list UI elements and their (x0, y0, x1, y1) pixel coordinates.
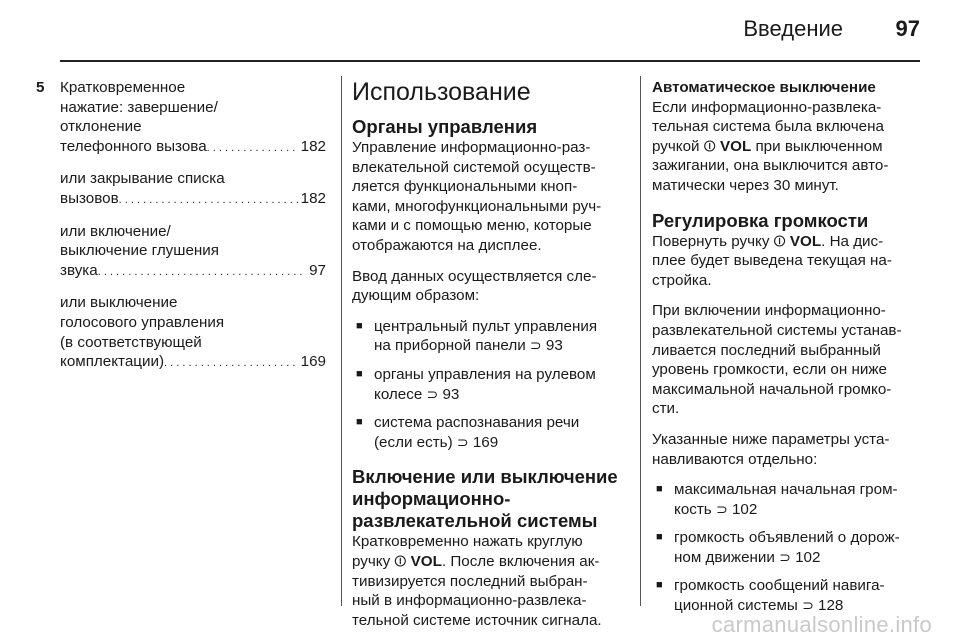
usage-column (352, 78, 624, 641)
toc-entry-label: или выключение голосового управления (в соответствующей (60, 294, 225, 351)
list-item: ■ органы управления на рулевом колесе ⊃ 93 (352, 365, 624, 404)
toc-page-ref[interactable]: 182 (300, 189, 326, 207)
toc-entry-label-end: комплектации) (60, 353, 165, 371)
ref-arrow-icon: ⊃ (456, 433, 469, 450)
toc-entry (60, 293, 326, 373)
vol-label: VOL (410, 552, 442, 570)
controls-text: Управление информационно-раз- влекательной системой осуществ- ляется функциональными кноп- ками, многофункциональными руч- ками и с помощью меню, которые отображаются на дисплее. (352, 139, 602, 254)
ref-arrow-icon: ⊃ (529, 337, 542, 354)
list-item: ■ максимальная начальная гром- кость ⊃ 102 (652, 480, 924, 519)
list-item: ■ громкость объявлений о дорож- ном движении ⊃ 102 (652, 528, 924, 567)
page-ref[interactable]: 102 (731, 500, 758, 518)
ref-arrow-icon: ⊃ (779, 548, 791, 565)
toc-column (36, 78, 326, 385)
page-ref[interactable]: 102 (795, 548, 821, 566)
power-knob-icon: ⏼ (773, 232, 786, 250)
auto-off-text: Если информационно-развлека- тельная система была включена ручкой ⏼ VOL при выключенном зажигании, она выключится авто- матически через 30 минут. (652, 98, 889, 194)
power-title: Включение или выключение информационно- развлекательной системы (352, 466, 618, 532)
settings-intro: Указанные ниже параметры уста- навливаются отдельно: (652, 430, 890, 468)
toc-entry (60, 222, 326, 283)
volume-paragraph: При включении информационно- развлекательной системы устанав- ливается последний выбранный уровень громкости, если он ниже максимальной начальной громко- сти. (652, 302, 902, 418)
toc-entry-label: или закрывание списка (60, 170, 225, 188)
page-ref[interactable]: 128 (818, 597, 844, 615)
ref-arrow-icon: ⊃ (715, 500, 728, 517)
watermark: carmanualsonline.info (711, 612, 932, 637)
power-text: Кратковременно нажать круглую ручку ⏼ VOL. После включения ак- тивизируется последний выбран- ный в информационно-развлека- тельной системе источник сигнала. (352, 533, 602, 629)
ref-arrow-icon: ⊃ (802, 597, 814, 614)
toc-page-ref[interactable]: 182 (300, 137, 326, 155)
ref-arrow-icon: ⊃ (426, 385, 439, 402)
toc-entry-label-end: телефонного вызова (60, 137, 207, 155)
page-ref[interactable]: 169 (472, 433, 499, 451)
volume-settings-list (652, 480, 924, 616)
power-knob-icon: ⏼ (394, 552, 407, 570)
section-heading: Использование (352, 78, 531, 106)
list-item: ■ центральный пульт управления на приборной панели ⊃ 93 (352, 317, 624, 356)
volume-text: Повернуть ручку ⏼ VOL. На дис- плее будет выведена текущая на- стройка. (652, 232, 892, 289)
list-item: ■ система распознавания речи (если есть) ⊃ 169 (352, 413, 624, 452)
auto-off-title: Автоматическое выключение (652, 79, 876, 96)
toc-entry-label: Кратковременное нажатие: завершение/ отклонение (60, 79, 218, 136)
page-number: 97 (895, 16, 920, 41)
page-ref[interactable]: 93 (545, 337, 563, 355)
header-divider (60, 60, 920, 62)
page-ref[interactable]: 93 (442, 385, 460, 403)
toc-page-ref[interactable]: 97 (309, 261, 326, 279)
item-number: 5 (36, 79, 45, 96)
volume-column (652, 78, 924, 626)
input-intro: Ввод данных осуществляется сле- дующим образом: (352, 267, 597, 305)
controls-title: Органы управления (352, 116, 538, 137)
column-divider-2 (640, 76, 641, 606)
list-item: ■ громкость сообщений навига- ционной системы ⊃ 128 (652, 576, 924, 615)
toc-entry-label-end: звука (60, 261, 98, 279)
toc-entry (60, 78, 326, 158)
toc-entry-label: или включение/ выключение глушения (60, 222, 220, 260)
toc-entry (60, 169, 326, 210)
toc-entry-label-end: вызовов (60, 189, 119, 207)
input-methods-list (352, 317, 624, 453)
volume-title: Регулировка громкости (652, 209, 869, 231)
header-title: Введение (743, 16, 843, 41)
toc-page-ref[interactable]: 169 (300, 353, 326, 371)
power-knob-icon: ⏼ (703, 137, 716, 155)
column-divider-1 (341, 76, 342, 606)
